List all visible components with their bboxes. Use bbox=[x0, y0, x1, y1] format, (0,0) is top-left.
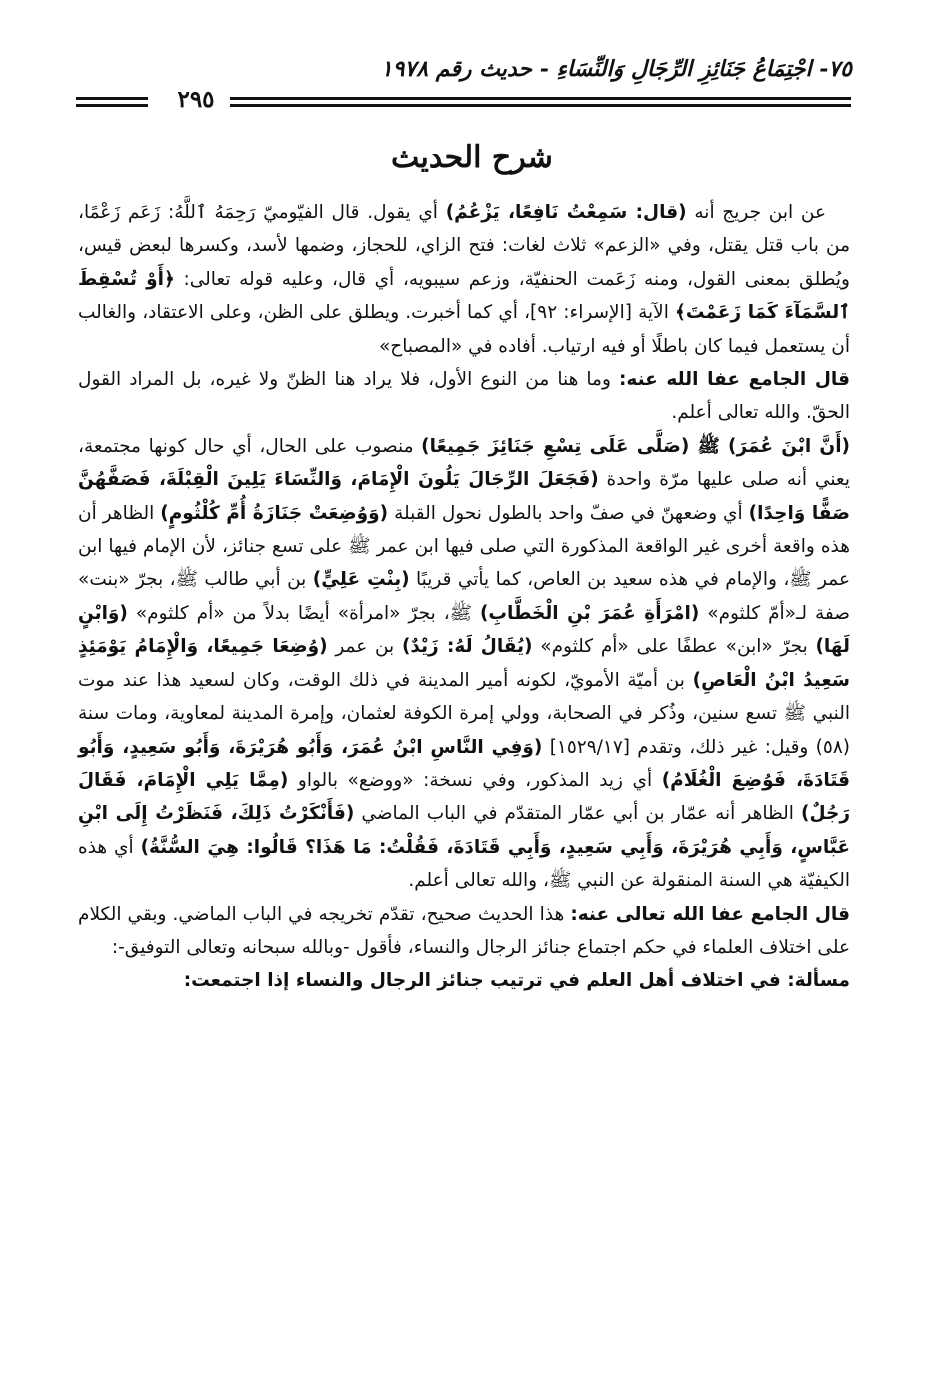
header-rule-right bbox=[230, 97, 851, 107]
text-segment: الظاهر أنه عمّار بن أبي عمّار المتقدّم في الباب الماضي bbox=[354, 803, 802, 825]
section-title: شرح الحديث bbox=[391, 140, 553, 175]
bold-text-segment: (وَفِي النَّاسِ ابْنُ عُمَرَ، وَأَبُو هُرَيْرَةَ، وَأَبُو سَعِيدٍ، وَأَبُو قَتَادَةَ، فَوُضِعَ الْغُلَامُ) bbox=[78, 736, 851, 791]
page-number: ٢٩٥ bbox=[177, 86, 215, 113]
text-segment: ﷺ، بجرّ «امرأة» أيضًا بدلاً من «أم كلثوم» bbox=[127, 602, 480, 624]
text-segment: الظاهر أن هذه واقعة أخرى غير الواقعة المذكورة التي صلى فيها ابن عمر ﷺ على تسع جنائز، لأن الإمام فيها ابن عمر ﷺ، والإمام في هذه سعيد بن العاص، كما يأتي قريبًا bbox=[78, 502, 850, 591]
text-segment: أي هذه الكيفيّة هي السنة المنقولة عن النبي ﷺ، والله تعالى أعلم. bbox=[78, 836, 850, 892]
text-segment: منصوب على الحال، أي حال كونها مجتمعة، يعني أنه صلى عليها مرّة واحدة bbox=[78, 435, 850, 491]
bold-text-segment: (يُقَالُ لَهُ: زَيْدٌ) bbox=[401, 636, 533, 658]
bold-text-segment: (أَنَّ ابْنَ عُمَرَ) ﷺ (صَلَّى عَلَى تِسْعِ جَنَائِزَ جَمِيعًا) bbox=[421, 435, 850, 457]
paragraph bbox=[78, 898, 850, 965]
bold-text-segment: (وَابْنٍ لَهَا) bbox=[78, 602, 850, 658]
text-segment: الآية [الإسراء: ٩٢]، أي كما أخبرت. ويطلق على الظن، وعلى الاعتقاد، والغالب أن يستعمل فيما كان باطلًا أو فيه ارتياب. أفاده في «المصباح» bbox=[78, 302, 850, 357]
running-header: ٧٥- اجْتِمَاعُ جَنَائِزِ الرِّجَالِ وَالنِّسَاءِ - حديث رقم ١٩٧٨ bbox=[380, 56, 852, 82]
bold-text-segment: (قال: سَمِعْتُ نَافِعًا، يَزْعُمُ) bbox=[445, 202, 687, 223]
body-text bbox=[78, 196, 850, 998]
bold-text-segment: (وُضِعَا جَمِيعًا، وَالْإِمَامُ يَوْمَئِذٍ سَعِيدُ ابْنُ الْعَاصِ) bbox=[78, 636, 850, 691]
text-segment: بن أميّة الأمويّ، لكونه أمير المدينة في ذلك الوقت، وكان لسعيد هذا عند موت النبي ﷺ تسع سنين، وذُكر في الصحابة، وولي إمرة الكوفة لعثمان، وإمرة المدينة لمعاوية، ومات سنة (٥٨) وقيل: غير ذلك، وتقدم [١٥٢٩/١٧] bbox=[78, 669, 850, 758]
text-segment: وما هنا من النوع الأول، فلا يراد هنا الظنّ ولا غيره، بل المراد القول الحقّ. والله تعالى أعلم. bbox=[78, 369, 850, 424]
header-rule-left bbox=[76, 97, 148, 107]
text-segment: بجرّ «ابن» عطفًا على «أم كلثوم» bbox=[532, 636, 816, 658]
bold-text-segment: (وَوُضِعَتْ جَنَازَةُ أُمِّ كُلْثُومٍ) bbox=[160, 502, 389, 524]
text-segment: عن ابن جريج أنه bbox=[686, 202, 827, 223]
bold-text-segment: (مِمَّا يَلِي الْإِمَامَ، فَقَالَ رَجُلٌ) bbox=[78, 769, 850, 825]
paragraph bbox=[78, 363, 850, 430]
text-segment: أي يقول. قال الفيّوميّ رَحِمَهُ ٱللَّهُ: زَعَم زَعْمًا، من باب قتل يقتل، وفي «الزعم» ثلاث لغات: فتح الزاي، للحجاز، وضمها لأسد، وكسرها لبعض قيس، ويُطلق بمعنى القول، ومنه زَعَمت الحنفيّة، وزعم سيبويه، أي قال، وعليه قوله تعالى: bbox=[78, 202, 850, 290]
text-segment: أي وضعهنّ في صفّ واحد بالطول نحول القبلة bbox=[388, 502, 749, 524]
bold-text-segment: ﴿أَوْ تُسْقِطَ ٱلسَّمَآءَ كَمَا زَعَمْتَ﴾ bbox=[78, 268, 850, 324]
bold-text-segment: (فَجَعَلَ الرِّجَالَ يَلُونَ الْإِمَامَ، وَالنِّسَاءَ يَلِينَ الْقِبْلَةَ، فَصَفَّهُنَّ صَفًّا وَاحِدًا) bbox=[78, 469, 850, 524]
text-segment: أي زيد المذكور، وفي نسخة: «ووضع» بالواو bbox=[288, 769, 662, 791]
text-segment: بن أبي طالب ﷺ، بجرّ «بنت» صفة لـ«أمّ كلثوم» bbox=[78, 569, 850, 624]
bold-text-segment: مسألة: bbox=[787, 970, 850, 992]
text-segment: بن عمر bbox=[327, 636, 402, 658]
bold-text-segment: قال الجامع عفا الله عنه: bbox=[618, 369, 850, 391]
paragraph bbox=[78, 430, 850, 898]
bold-text-segment: (بِنْتِ عَلِيٍّ) bbox=[312, 569, 410, 591]
bold-text-segment: (فَأَنْكَرْتُ ذَلِكَ، فَنَظَرْتُ إِلَى ابْنِ عَبَّاسٍ، وَأَبِي هُرَيْرَةَ، وَأَبِي سَعِيدٍ، وَأَبِي قَتَادَةَ، فَقُلْتُ: مَا هَذَا؟ قَالُوا: هِيَ السُّنَّةُ) bbox=[78, 803, 850, 858]
bold-text-segment: (امْرَأَةِ عُمَرَ بْنِ الْخَطَّابِ) bbox=[479, 602, 700, 624]
bold-text-segment: قال الجامع عفا الله تعالى عنه: bbox=[570, 903, 850, 925]
paragraph bbox=[78, 196, 850, 363]
bold-text-segment: في اختلاف أهل العلم في ترتيب جنائز الرجال والنساء إذا اجتمعت: bbox=[183, 970, 788, 992]
paragraph bbox=[78, 964, 850, 997]
text-segment: هذا الحديث صحيح، تقدّم تخريجه في الباب الماضي. وبقي الكلام على اختلاف العلماء في حكم اجتماع جنائز الرجال والنساء، فأقول -وبالله سبحانه وتعالى التوفيق-: bbox=[78, 903, 850, 958]
